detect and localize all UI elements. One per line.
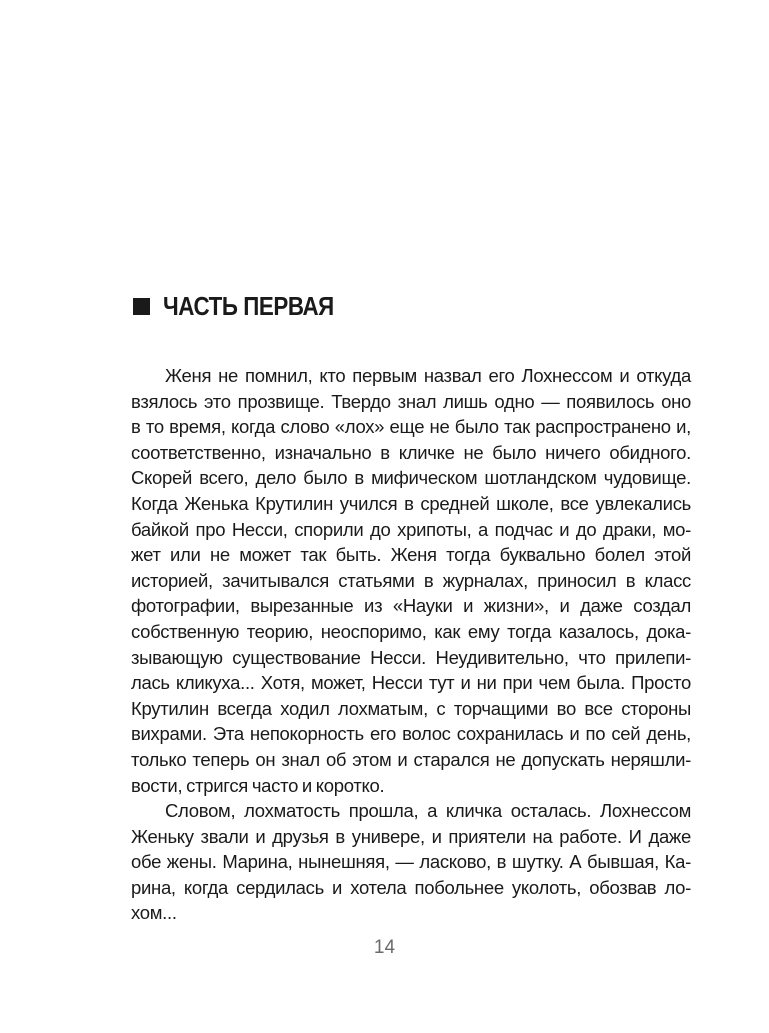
text-line: Скорей всего, дело было в мифическом шотландском чудовище. [131, 467, 691, 489]
text-line: вихрами. Эта непокорность его волос сохранилась и по сей день, [131, 723, 691, 745]
square-bullet-icon [133, 298, 150, 315]
text-line: байкой про Несси, спорили до хрипоты, а подчас и до драки, мо- [131, 518, 691, 540]
text-line: Крутилин всегда ходил лохматым, с торчащими во все стороны [131, 697, 691, 719]
text-line: историей, зачитывался статьями в журналах, приносил в класс [131, 569, 691, 591]
text-line: Словом, лохматость прошла, а кличка осталась. Лохнессом [165, 800, 691, 822]
page-number: 14 [373, 937, 396, 958]
text-line: соответственно, изначально в кличке не было ничего обидного. [131, 441, 691, 463]
text-line: хом... [131, 902, 177, 924]
chapter-heading [133, 291, 362, 321]
text-line: взялось это прозвище. Твердо знал лишь одно — появилось оно [131, 390, 691, 412]
text-line: только теперь он знал об этом и старался не допускать неряшли- [131, 748, 691, 770]
paragraph-2 [131, 798, 691, 926]
text-line: Когда Женька Крутилин учился в средней школе, все увлекались [131, 492, 691, 514]
text-line: Женьку звали и друзья в универе, и приятели на работе. И даже [131, 825, 691, 847]
text-line: вости, стригся часто и коротко. [131, 774, 385, 796]
text-line: рина, когда сердилась и хотела побольнее уколоть, обозвав ло- [131, 876, 691, 898]
text-line: зывающую существование Несси. Неудивительно, что прилепи- [131, 646, 691, 668]
paragraph-1 [131, 363, 691, 798]
text-line: обе жены. Марина, нынешняя, — ласково, в шутку. А бывшая, Ка- [131, 851, 691, 873]
text-line: Женя не помнил, кто первым назвал его Лохнессом и откуда [165, 365, 691, 386]
chapter-title: ЧАСТЬ ПЕРВАЯ [163, 291, 334, 321]
text-line: жет или не может так быть. Женя тогда буквально болел этой [131, 544, 691, 566]
text-line: в то время, когда слово «лох» еще не было так распространено и, [131, 416, 691, 438]
body-text [131, 363, 691, 926]
text-line: фотографии, вырезанные из «Науки и жизни», и даже создал [131, 595, 691, 617]
text-line: собственную теорию, неоспоримо, как ему тогда казалось, дока- [131, 620, 691, 642]
text-line: лась кликуха... Хотя, может, Несси тут и ни при чем была. Просто [131, 672, 691, 694]
